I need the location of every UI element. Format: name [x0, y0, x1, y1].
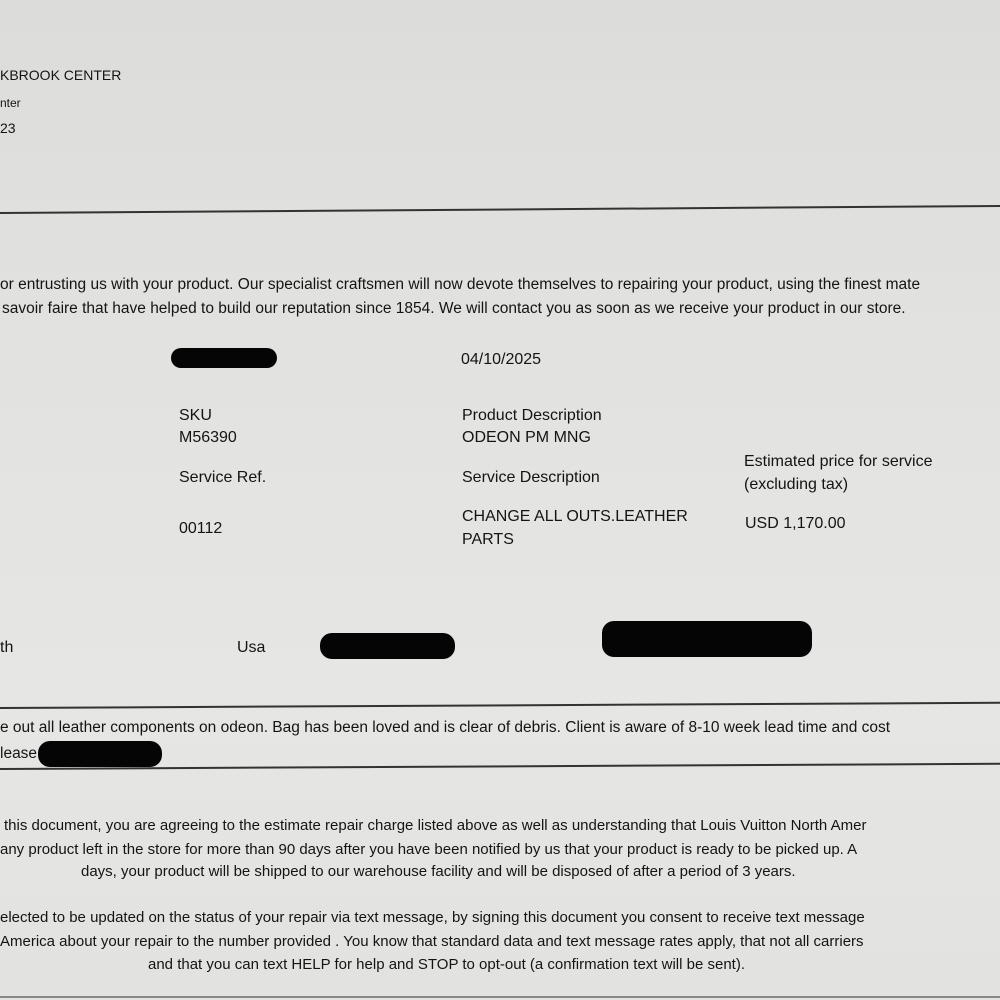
- terms-p2-line-3: and that you can text HELP for help and STOP to opt-out (a confirmation text will be sent).: [148, 956, 745, 973]
- redacted-notes-detail: [38, 741, 162, 767]
- service-description-line-1: CHANGE ALL OUTS.LEATHER: [462, 508, 688, 525]
- header-divider: [0, 205, 1000, 213]
- product-description-label: Product Description: [462, 407, 602, 424]
- terms-p1-line-3: days, your product will be shipped to our warehouse facility and will be disposed of after a period of 3 years.: [81, 863, 796, 880]
- store-name: KBROOK CENTER: [0, 67, 122, 83]
- redacted-client-name: [171, 348, 277, 368]
- notes-top-divider: [0, 702, 1000, 709]
- terms-p1-line-1: this document, you are agreeing to the estimate repair charge listed above as well as understanding that Louis Vuitton North Amer: [4, 817, 867, 834]
- store-address-line: nter: [0, 96, 21, 110]
- service-ref-value: 00112: [179, 520, 223, 537]
- redacted-client-phone: [320, 633, 455, 659]
- sku-value: M56390: [179, 429, 237, 446]
- terms-p1-line-2: any product left in the store for more than 90 days after you have been notified by us that your product is ready to be picked up. A: [0, 841, 858, 858]
- service-ref-label: Service Ref.: [179, 469, 267, 486]
- estimate-label-line-2: (excluding tax): [744, 476, 849, 493]
- client-country: Usa: [237, 639, 266, 656]
- product-description-value: ODEON PM MNG: [462, 429, 591, 446]
- notes-line-1: e out all leather components on odeon. Bag has been loved and is clear of debris. Client is aware of 8-10 week lead time and cost: [0, 719, 891, 736]
- redacted-client-email: [602, 621, 812, 657]
- client-field-fragment: th: [0, 639, 14, 656]
- intro-line-1: or entrusting us with your product. Our specialist craftsmen will now devote themselves to repairing your product, using the finest mate: [0, 276, 921, 293]
- service-description-line-2: PARTS: [462, 531, 514, 548]
- terms-p2-line-2: America about your repair to the number provided . You know that standard data and text message rates apply, that not all carriers: [0, 933, 864, 950]
- intro-line-2: savoir faire that have helped to build our reputation since 1854. We will contact you as soon as we receive your product in our store.: [2, 300, 906, 317]
- order-date: 04/10/2025: [461, 351, 542, 368]
- service-description-label: Service Description: [462, 469, 600, 486]
- estimate-value: USD 1,170.00: [745, 515, 846, 532]
- notes-line-2: lease: [0, 745, 38, 762]
- estimate-label-line-1: Estimated price for service: [744, 453, 933, 470]
- terms-p2-line-1: elected to be updated on the status of your repair via text message, by signing this document you consent to receive text message: [0, 909, 865, 926]
- page-bottom-edge: [0, 996, 1000, 998]
- store-address-number: 23: [0, 120, 16, 136]
- sku-label: SKU: [179, 407, 212, 424]
